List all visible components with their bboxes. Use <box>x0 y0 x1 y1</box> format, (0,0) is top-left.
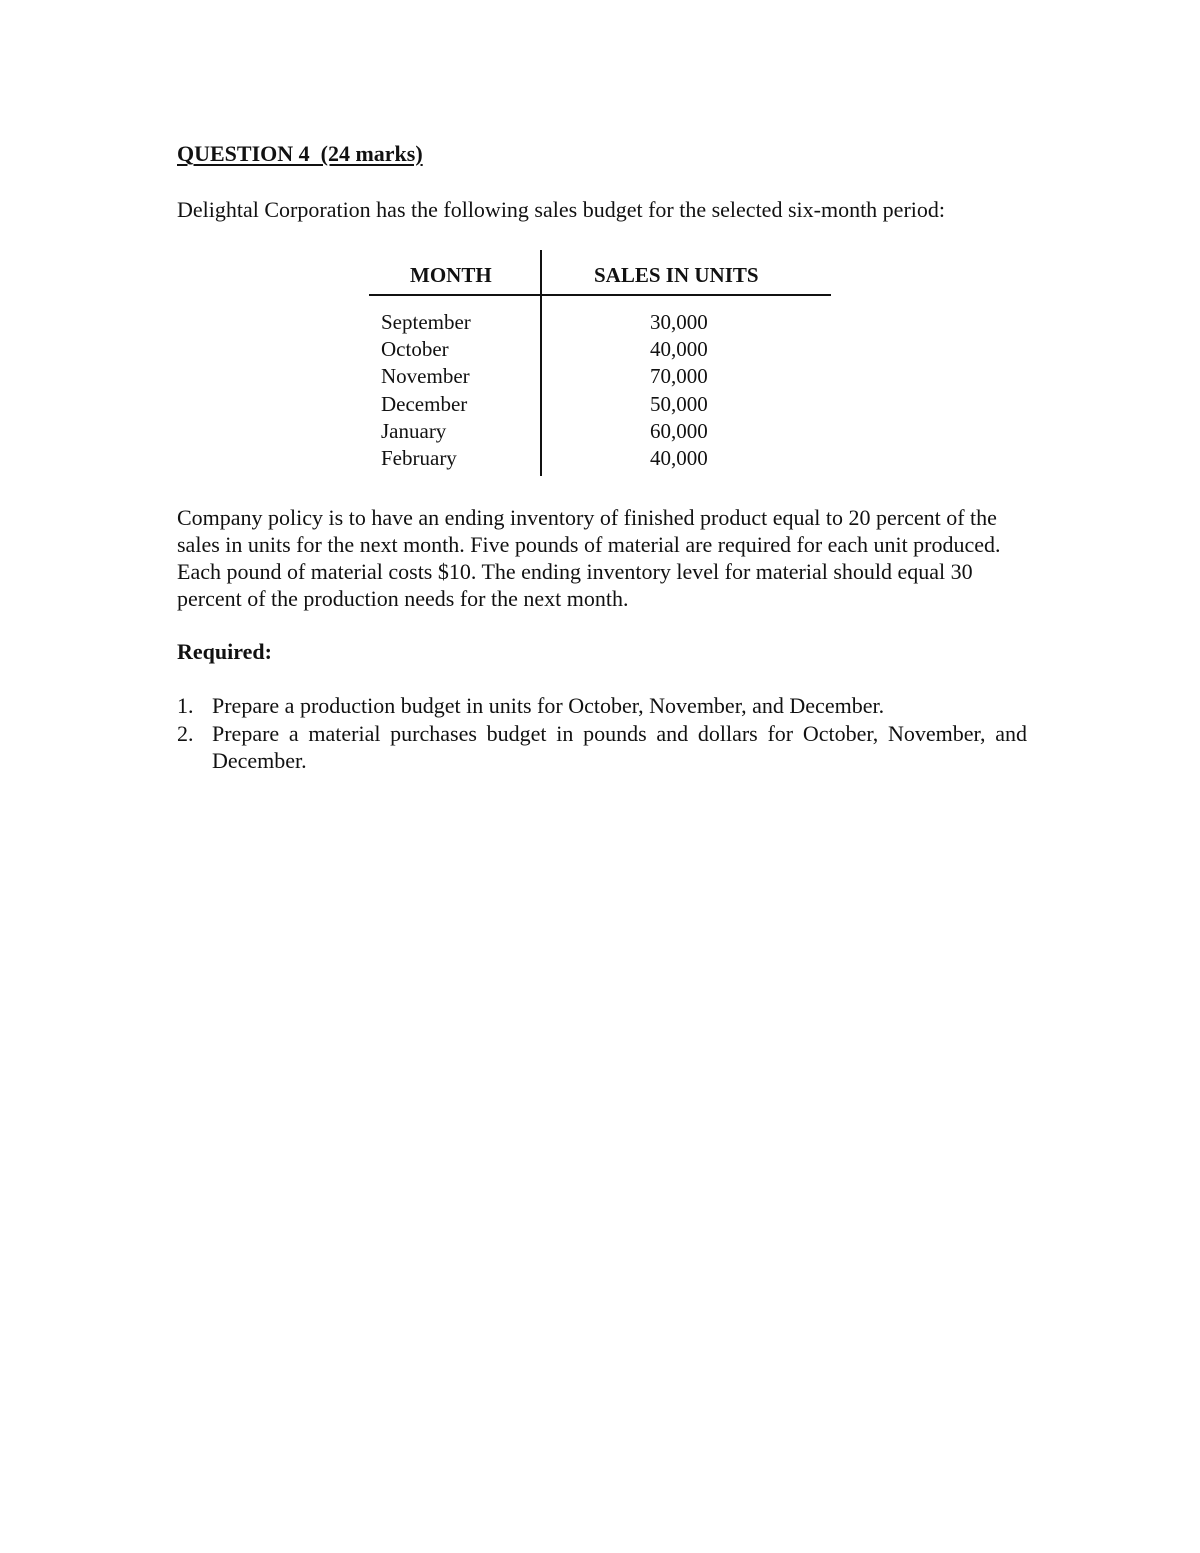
list-item <box>177 720 1027 774</box>
list-item <box>177 692 1027 719</box>
month-cell: September <box>381 310 471 334</box>
policy-paragraph: Company policy is to have an ending inventory of finished product equal to 20 percent of the sales in units for the next month. Five pounds of material are required for each unit produced. Each pound of material costs $10. The ending inventory level for material should equal 30 percent of the production needs for the next month. <box>177 505 1001 611</box>
table-body <box>369 309 831 472</box>
list-text: Prepare a production budget in units for October, November, and December. <box>212 693 885 718</box>
month-cell: November <box>381 364 470 389</box>
table-row <box>369 309 831 336</box>
table-row <box>369 445 831 472</box>
list-number: 1. <box>177 693 194 718</box>
units-cell: 70,000 <box>650 364 708 389</box>
units-cell: 60,000 <box>650 418 708 443</box>
month-cell: February <box>381 445 457 470</box>
month-cell: October <box>381 337 449 362</box>
units-cell: 50,000 <box>650 391 708 416</box>
sales-budget-table <box>369 250 831 476</box>
units-cell: 30,000 <box>650 310 708 334</box>
month-cell: December <box>381 391 468 416</box>
question-heading: QUESTION 4 (24 marks) <box>177 141 423 166</box>
header-rule <box>369 294 831 296</box>
table-row <box>369 336 831 363</box>
list-number: 2. <box>177 721 194 746</box>
intro-text: Delightal Corporation has the following sales budget for the selected six-month period: <box>177 197 945 222</box>
sales-column-header: SALES IN UNITS <box>594 263 759 287</box>
table-row <box>369 418 831 445</box>
table-row <box>369 363 831 390</box>
units-cell: 40,000 <box>650 337 708 362</box>
required-label: Required: <box>177 639 272 664</box>
required-list <box>177 692 1027 775</box>
table-row <box>369 391 831 418</box>
list-text: Prepare a material purchases budget in pounds and dollars for October, November, and December. <box>212 721 1027 773</box>
month-column-header: MONTH <box>410 263 492 287</box>
units-cell: 40,000 <box>650 445 708 470</box>
month-cell: January <box>381 418 447 443</box>
